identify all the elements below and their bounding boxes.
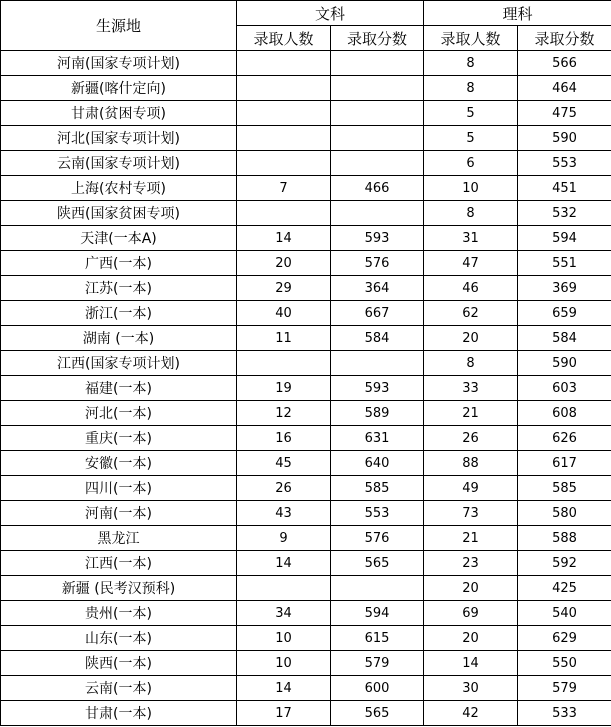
table-row [1, 251, 611, 276]
table-row [1, 651, 611, 676]
origin-cell: 云南(一本) [1, 676, 237, 701]
science-count-cell: 20 [424, 326, 518, 351]
table-row [1, 676, 611, 701]
science-header: 理科 [424, 1, 611, 26]
arts-count-cell [237, 76, 331, 101]
origin-cell: 湖南 (一本) [1, 326, 237, 351]
origin-cell: 上海(农村专项) [1, 176, 237, 201]
origin-cell: 江苏(一本) [1, 276, 237, 301]
table-row [1, 701, 611, 726]
table-row [1, 601, 611, 626]
arts-count-cell: 14 [237, 676, 331, 701]
table-row [1, 201, 611, 226]
science-count-cell: 30 [424, 676, 518, 701]
table-row [1, 176, 611, 201]
science-count-cell: 49 [424, 476, 518, 501]
science-score-cell: 608 [518, 401, 611, 426]
origin-header: 生源地 [1, 1, 237, 51]
arts-count-cell: 16 [237, 426, 331, 451]
origin-cell: 江西(一本) [1, 551, 237, 576]
table-body [1, 51, 611, 726]
science-score-cell: 532 [518, 201, 611, 226]
science-count-cell: 47 [424, 251, 518, 276]
science-count-cell: 5 [424, 101, 518, 126]
science-score-cell: 580 [518, 501, 611, 526]
table-row [1, 51, 611, 76]
origin-cell: 浙江(一本) [1, 301, 237, 326]
arts-score-cell [331, 151, 424, 176]
science-score-cell: 594 [518, 226, 611, 251]
arts-score-cell [331, 101, 424, 126]
science-count-cell: 8 [424, 351, 518, 376]
origin-cell: 广西(一本) [1, 251, 237, 276]
arts-count-cell: 10 [237, 626, 331, 651]
table-row [1, 401, 611, 426]
science-score-cell: 451 [518, 176, 611, 201]
table-row [1, 301, 611, 326]
origin-cell: 福建(一本) [1, 376, 237, 401]
science-count-cell: 21 [424, 401, 518, 426]
arts-score-cell [331, 126, 424, 151]
origin-cell: 贵州(一本) [1, 601, 237, 626]
arts-count-cell: 10 [237, 651, 331, 676]
arts-score-cell: 579 [331, 651, 424, 676]
arts-score-cell: 589 [331, 401, 424, 426]
table-row [1, 476, 611, 501]
table-row [1, 151, 611, 176]
arts-score-cell: 565 [331, 551, 424, 576]
science-count-cell: 23 [424, 551, 518, 576]
science-score-cell: 603 [518, 376, 611, 401]
science-count-cell: 8 [424, 201, 518, 226]
arts-score-cell [331, 576, 424, 601]
origin-cell: 河南(一本) [1, 501, 237, 526]
science-count-cell: 6 [424, 151, 518, 176]
arts-count-cell: 20 [237, 251, 331, 276]
science-score-cell: 592 [518, 551, 611, 576]
science-score-cell: 566 [518, 51, 611, 76]
arts-score-cell [331, 351, 424, 376]
arts-score-cell: 593 [331, 376, 424, 401]
arts-score-cell [331, 201, 424, 226]
science-count-cell: 88 [424, 451, 518, 476]
arts-score-cell: 565 [331, 701, 424, 726]
arts-count-cell [237, 151, 331, 176]
arts-count-cell [237, 126, 331, 151]
table-row [1, 126, 611, 151]
science-count-cell: 26 [424, 426, 518, 451]
origin-cell: 甘肃(一本) [1, 701, 237, 726]
origin-cell: 重庆(一本) [1, 426, 237, 451]
origin-cell: 陕西(国家贫困专项) [1, 201, 237, 226]
table-row [1, 451, 611, 476]
arts-count-cell: 9 [237, 526, 331, 551]
arts-score-cell [331, 51, 424, 76]
arts-count-cell [237, 576, 331, 601]
arts-count-cell: 45 [237, 451, 331, 476]
arts-score-cell: 576 [331, 251, 424, 276]
science-score-cell: 584 [518, 326, 611, 351]
science-count-cell: 20 [424, 576, 518, 601]
science-score-cell: 585 [518, 476, 611, 501]
arts-header: 文科 [237, 1, 424, 26]
science-count-cell: 46 [424, 276, 518, 301]
origin-cell: 新疆(喀什定向) [1, 76, 237, 101]
arts-score-cell: 553 [331, 501, 424, 526]
science-score-cell: 590 [518, 351, 611, 376]
arts-count-cell: 34 [237, 601, 331, 626]
origin-cell: 河南(国家专项计划) [1, 51, 237, 76]
arts-count-cell: 11 [237, 326, 331, 351]
table-row [1, 76, 611, 101]
arts-score-cell [331, 76, 424, 101]
science-score-cell: 533 [518, 701, 611, 726]
arts-count-cell: 12 [237, 401, 331, 426]
origin-cell: 安徽(一本) [1, 451, 237, 476]
origin-cell: 山东(一本) [1, 626, 237, 651]
arts-count-cell: 19 [237, 376, 331, 401]
table-row [1, 326, 611, 351]
arts-score-cell: 584 [331, 326, 424, 351]
arts-count-cell: 14 [237, 551, 331, 576]
table-header [1, 1, 611, 51]
science-count-cell: 8 [424, 76, 518, 101]
arts-score-cell: 600 [331, 676, 424, 701]
science-count-cell: 62 [424, 301, 518, 326]
science-count-cell: 20 [424, 626, 518, 651]
arts-count-cell: 40 [237, 301, 331, 326]
arts-count-cell: 43 [237, 501, 331, 526]
table-row [1, 576, 611, 601]
origin-cell: 甘肃(贫困专项) [1, 101, 237, 126]
science-count-cell: 31 [424, 226, 518, 251]
science-score-cell: 425 [518, 576, 611, 601]
arts-count-cell: 26 [237, 476, 331, 501]
arts-score-cell: 615 [331, 626, 424, 651]
arts-score-cell: 667 [331, 301, 424, 326]
table-row [1, 101, 611, 126]
origin-cell: 新疆 (民考汉预科) [1, 576, 237, 601]
science-score-cell: 540 [518, 601, 611, 626]
arts-count-cell [237, 51, 331, 76]
table-row [1, 226, 611, 251]
origin-cell: 江西(国家专项计划) [1, 351, 237, 376]
table-row [1, 376, 611, 401]
science-score-header: 录取分数 [518, 26, 611, 51]
arts-count-cell [237, 201, 331, 226]
arts-score-cell: 364 [331, 276, 424, 301]
arts-score-cell: 594 [331, 601, 424, 626]
arts-count-header: 录取人数 [237, 26, 331, 51]
table-row [1, 501, 611, 526]
table-row [1, 626, 611, 651]
science-score-cell: 659 [518, 301, 611, 326]
science-score-cell: 626 [518, 426, 611, 451]
origin-cell: 河北(国家专项计划) [1, 126, 237, 151]
science-count-cell: 10 [424, 176, 518, 201]
science-count-cell: 21 [424, 526, 518, 551]
table-row [1, 526, 611, 551]
arts-score-cell: 585 [331, 476, 424, 501]
arts-count-cell [237, 101, 331, 126]
science-count-cell: 5 [424, 126, 518, 151]
arts-count-cell: 7 [237, 176, 331, 201]
origin-cell: 陕西(一本) [1, 651, 237, 676]
science-score-cell: 579 [518, 676, 611, 701]
table-row [1, 426, 611, 451]
science-score-cell: 475 [518, 101, 611, 126]
origin-cell: 河北(一本) [1, 401, 237, 426]
arts-score-cell: 631 [331, 426, 424, 451]
arts-score-cell: 466 [331, 176, 424, 201]
arts-count-cell: 17 [237, 701, 331, 726]
science-count-cell: 69 [424, 601, 518, 626]
arts-score-cell: 640 [331, 451, 424, 476]
science-score-cell: 369 [518, 276, 611, 301]
science-count-cell: 8 [424, 51, 518, 76]
science-count-cell: 73 [424, 501, 518, 526]
science-score-cell: 551 [518, 251, 611, 276]
science-count-cell: 14 [424, 651, 518, 676]
arts-score-header: 录取分数 [331, 26, 424, 51]
science-score-cell: 464 [518, 76, 611, 101]
science-score-cell: 590 [518, 126, 611, 151]
origin-cell: 四川(一本) [1, 476, 237, 501]
table-row [1, 351, 611, 376]
science-score-cell: 629 [518, 626, 611, 651]
arts-score-cell: 593 [331, 226, 424, 251]
arts-score-cell: 576 [331, 526, 424, 551]
science-score-cell: 553 [518, 151, 611, 176]
science-count-header: 录取人数 [424, 26, 518, 51]
table-row [1, 276, 611, 301]
science-count-cell: 33 [424, 376, 518, 401]
origin-cell: 黑龙江 [1, 526, 237, 551]
arts-count-cell: 29 [237, 276, 331, 301]
science-score-cell: 588 [518, 526, 611, 551]
science-score-cell: 550 [518, 651, 611, 676]
science-count-cell: 42 [424, 701, 518, 726]
arts-count-cell [237, 351, 331, 376]
science-score-cell: 617 [518, 451, 611, 476]
origin-cell: 天津(一本A) [1, 226, 237, 251]
arts-count-cell: 14 [237, 226, 331, 251]
origin-cell: 云南(国家专项计划) [1, 151, 237, 176]
table-row [1, 551, 611, 576]
